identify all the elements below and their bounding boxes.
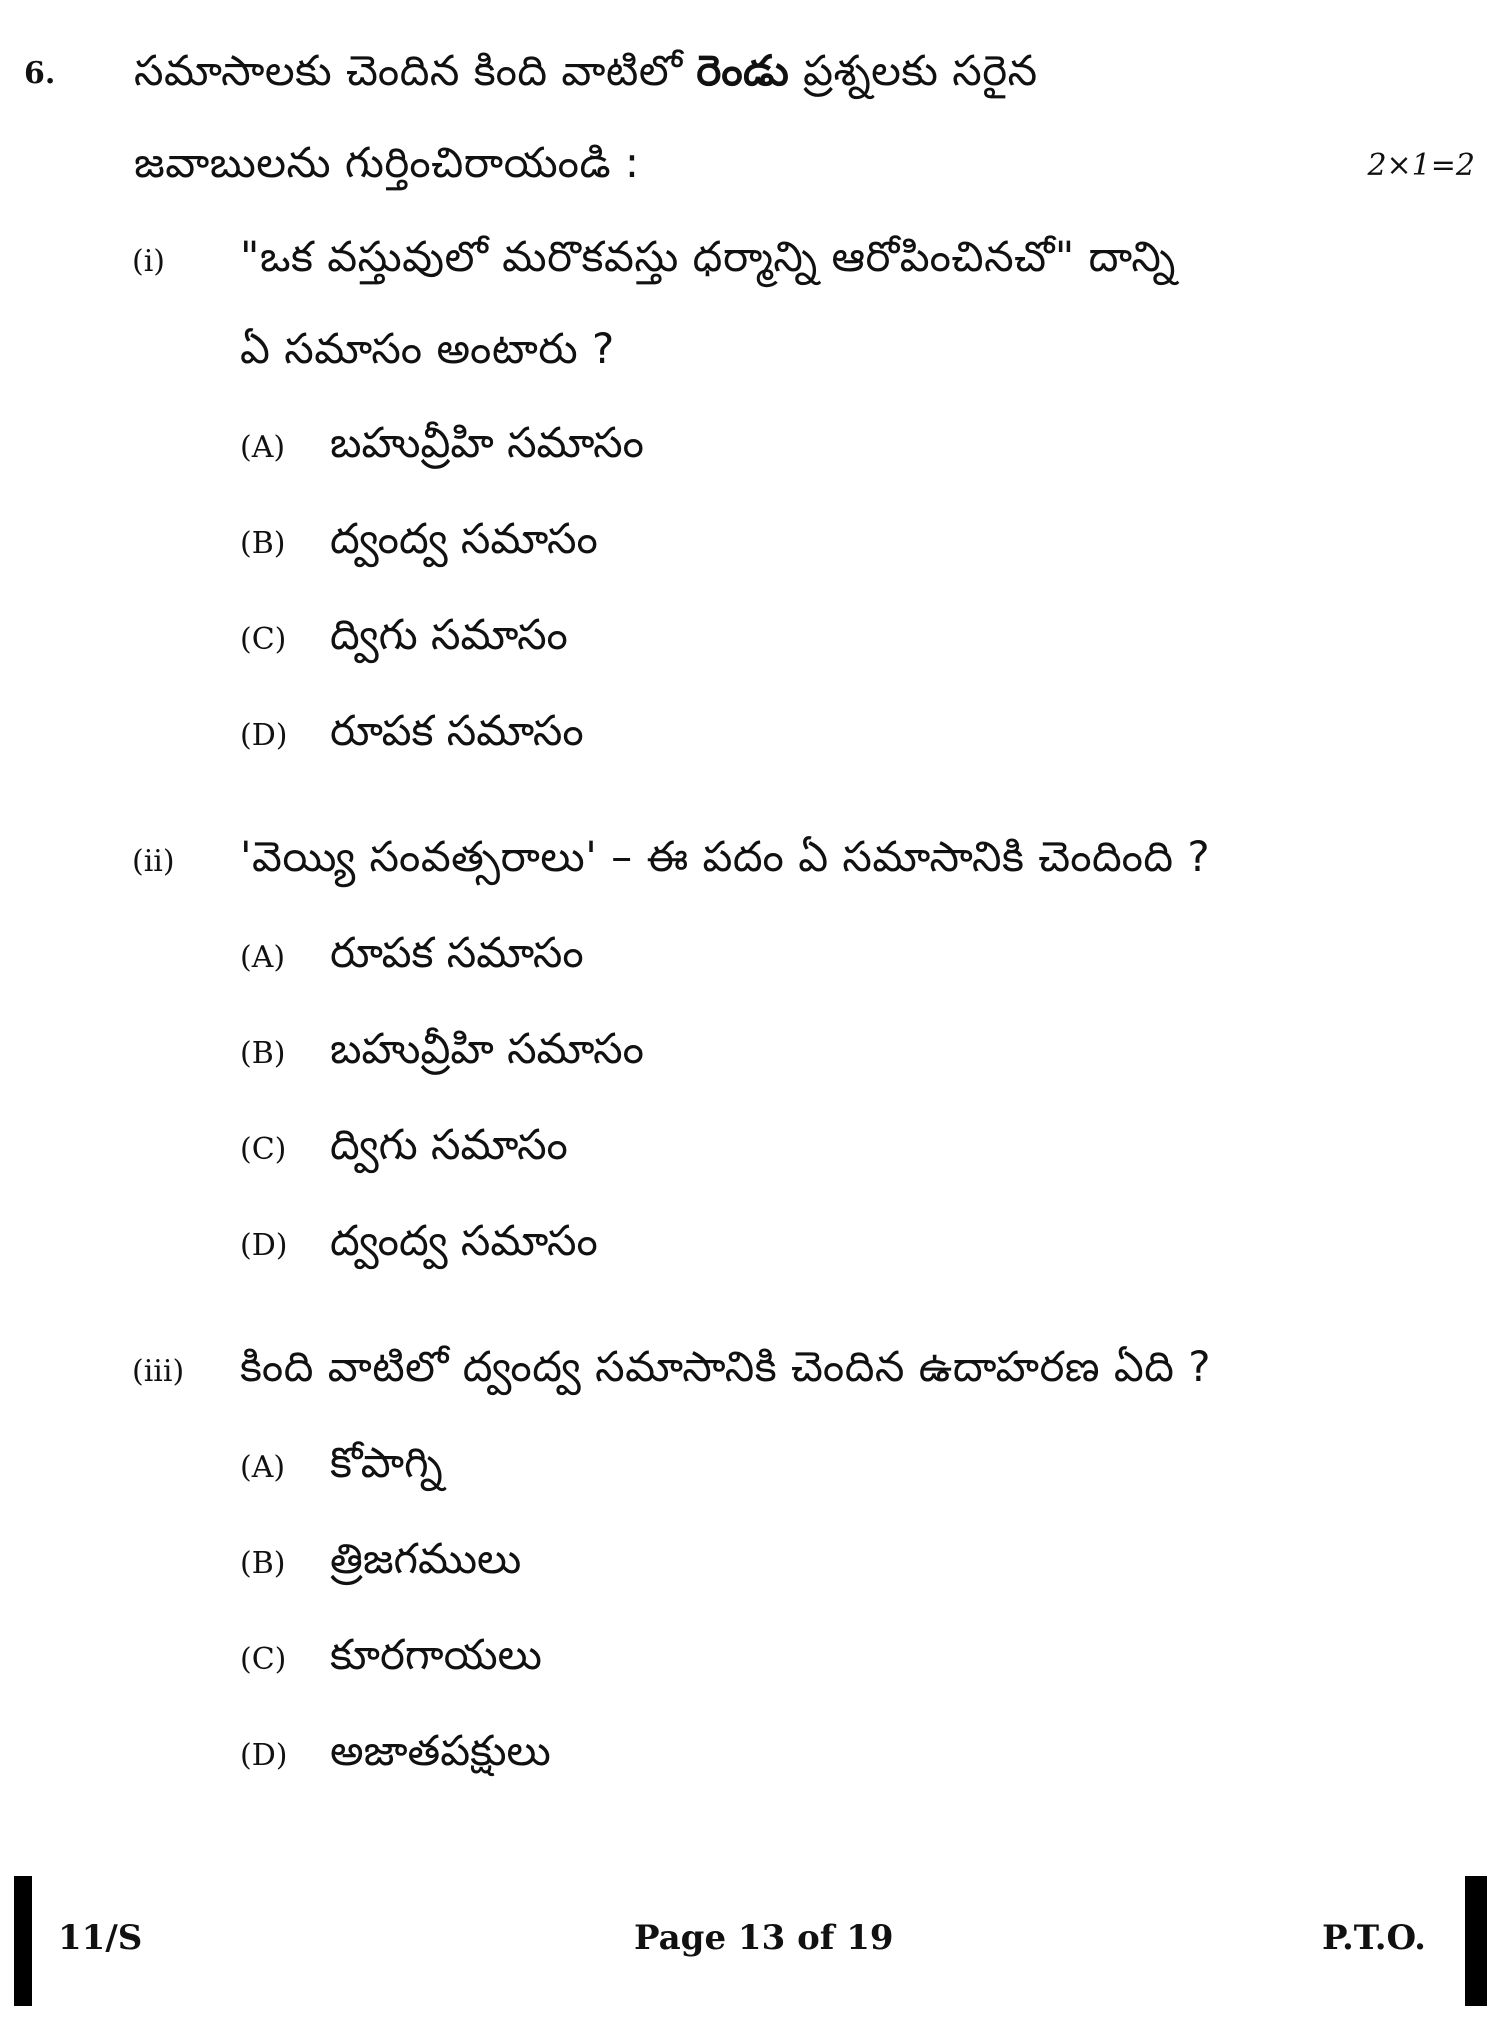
option-text[interactable]: ద్వంద్వ సమాసం <box>330 514 598 563</box>
footer-pto: P.T.O. <box>1322 1918 1426 1958</box>
option-label[interactable]: (D) <box>240 1738 288 1773</box>
footer-paper-code: 11/S <box>58 1918 143 1958</box>
question-stem-line1-text: సమాసాలకు చెందిన కింది వాటిలో <box>134 46 697 95</box>
option-label[interactable]: (C) <box>240 1642 287 1677</box>
option-text[interactable]: కూరగాయలు <box>330 1630 542 1679</box>
option-text[interactable]: రూపక సమాసం <box>330 706 584 755</box>
option-label[interactable]: (C) <box>240 622 287 657</box>
footer-left-bar <box>14 1876 32 2006</box>
question-marks: 2×1=2 <box>1367 148 1475 183</box>
option-text[interactable]: కోపాగ్ని <box>330 1438 443 1487</box>
option-text[interactable]: అజాతపక్షులు <box>330 1726 551 1775</box>
option-label[interactable]: (B) <box>240 1036 286 1071</box>
option-label[interactable]: (A) <box>240 940 286 975</box>
option-label[interactable]: (D) <box>240 1228 288 1263</box>
option-text[interactable]: రూపక సమాసం <box>330 928 584 977</box>
subquestion-label-i: (i) <box>132 244 166 279</box>
question-stem-line1 <box>134 46 1038 106</box>
option-text[interactable]: బహువ్రీహి సమాసం <box>330 418 644 467</box>
option-label[interactable]: (B) <box>240 1546 286 1581</box>
subquestion-label-ii: (ii) <box>132 844 175 879</box>
option-label[interactable]: (C) <box>240 1132 287 1167</box>
option-label[interactable]: (D) <box>240 718 288 753</box>
option-text[interactable]: త్రిజగములు <box>330 1534 522 1583</box>
question-stem-bold-word: రెండు <box>696 46 790 95</box>
subquestion-ii-text: 'వెయ్యి సంవత్సరాలు' – ఈ పదం ఏ సమాసానికి చెందింది ? <box>240 832 1211 881</box>
subquestion-iii-text: కింది వాటిలో ద్వంద్వ సమాసానికి చెందిన ఉదాహరణ ఏది ? <box>240 1342 1212 1391</box>
subquestion-i-text-line1: "ఒక వస్తువులో మరొకవస్తు ధర్మాన్ని ఆరోపించినచో" దాన్ని <box>240 232 1176 281</box>
question-number: 6. <box>24 56 56 91</box>
option-text[interactable]: బహువ్రీహి సమాసం <box>330 1024 644 1073</box>
subquestion-i-text-line2: ఏ సమాసం అంటారు ? <box>240 324 615 373</box>
question-stem-line2: జవాబులను గుర్తించిరాయండి : <box>134 138 640 187</box>
option-label[interactable]: (A) <box>240 430 286 465</box>
subquestion-label-iii: (iii) <box>132 1354 185 1389</box>
option-label[interactable]: (B) <box>240 526 286 561</box>
footer-right-bar <box>1465 1876 1487 2006</box>
option-text[interactable]: ద్విగు సమాసం <box>330 610 568 659</box>
option-text[interactable]: ద్విగు సమాసం <box>330 1120 568 1169</box>
footer-page-number: Page 13 of 19 <box>634 1918 894 1958</box>
option-text[interactable]: ద్వంద్వ సమాసం <box>330 1216 598 1265</box>
option-label[interactable]: (A) <box>240 1450 286 1485</box>
question-stem-line1-rest: ప్రశ్నలకు సరైన <box>789 46 1038 95</box>
